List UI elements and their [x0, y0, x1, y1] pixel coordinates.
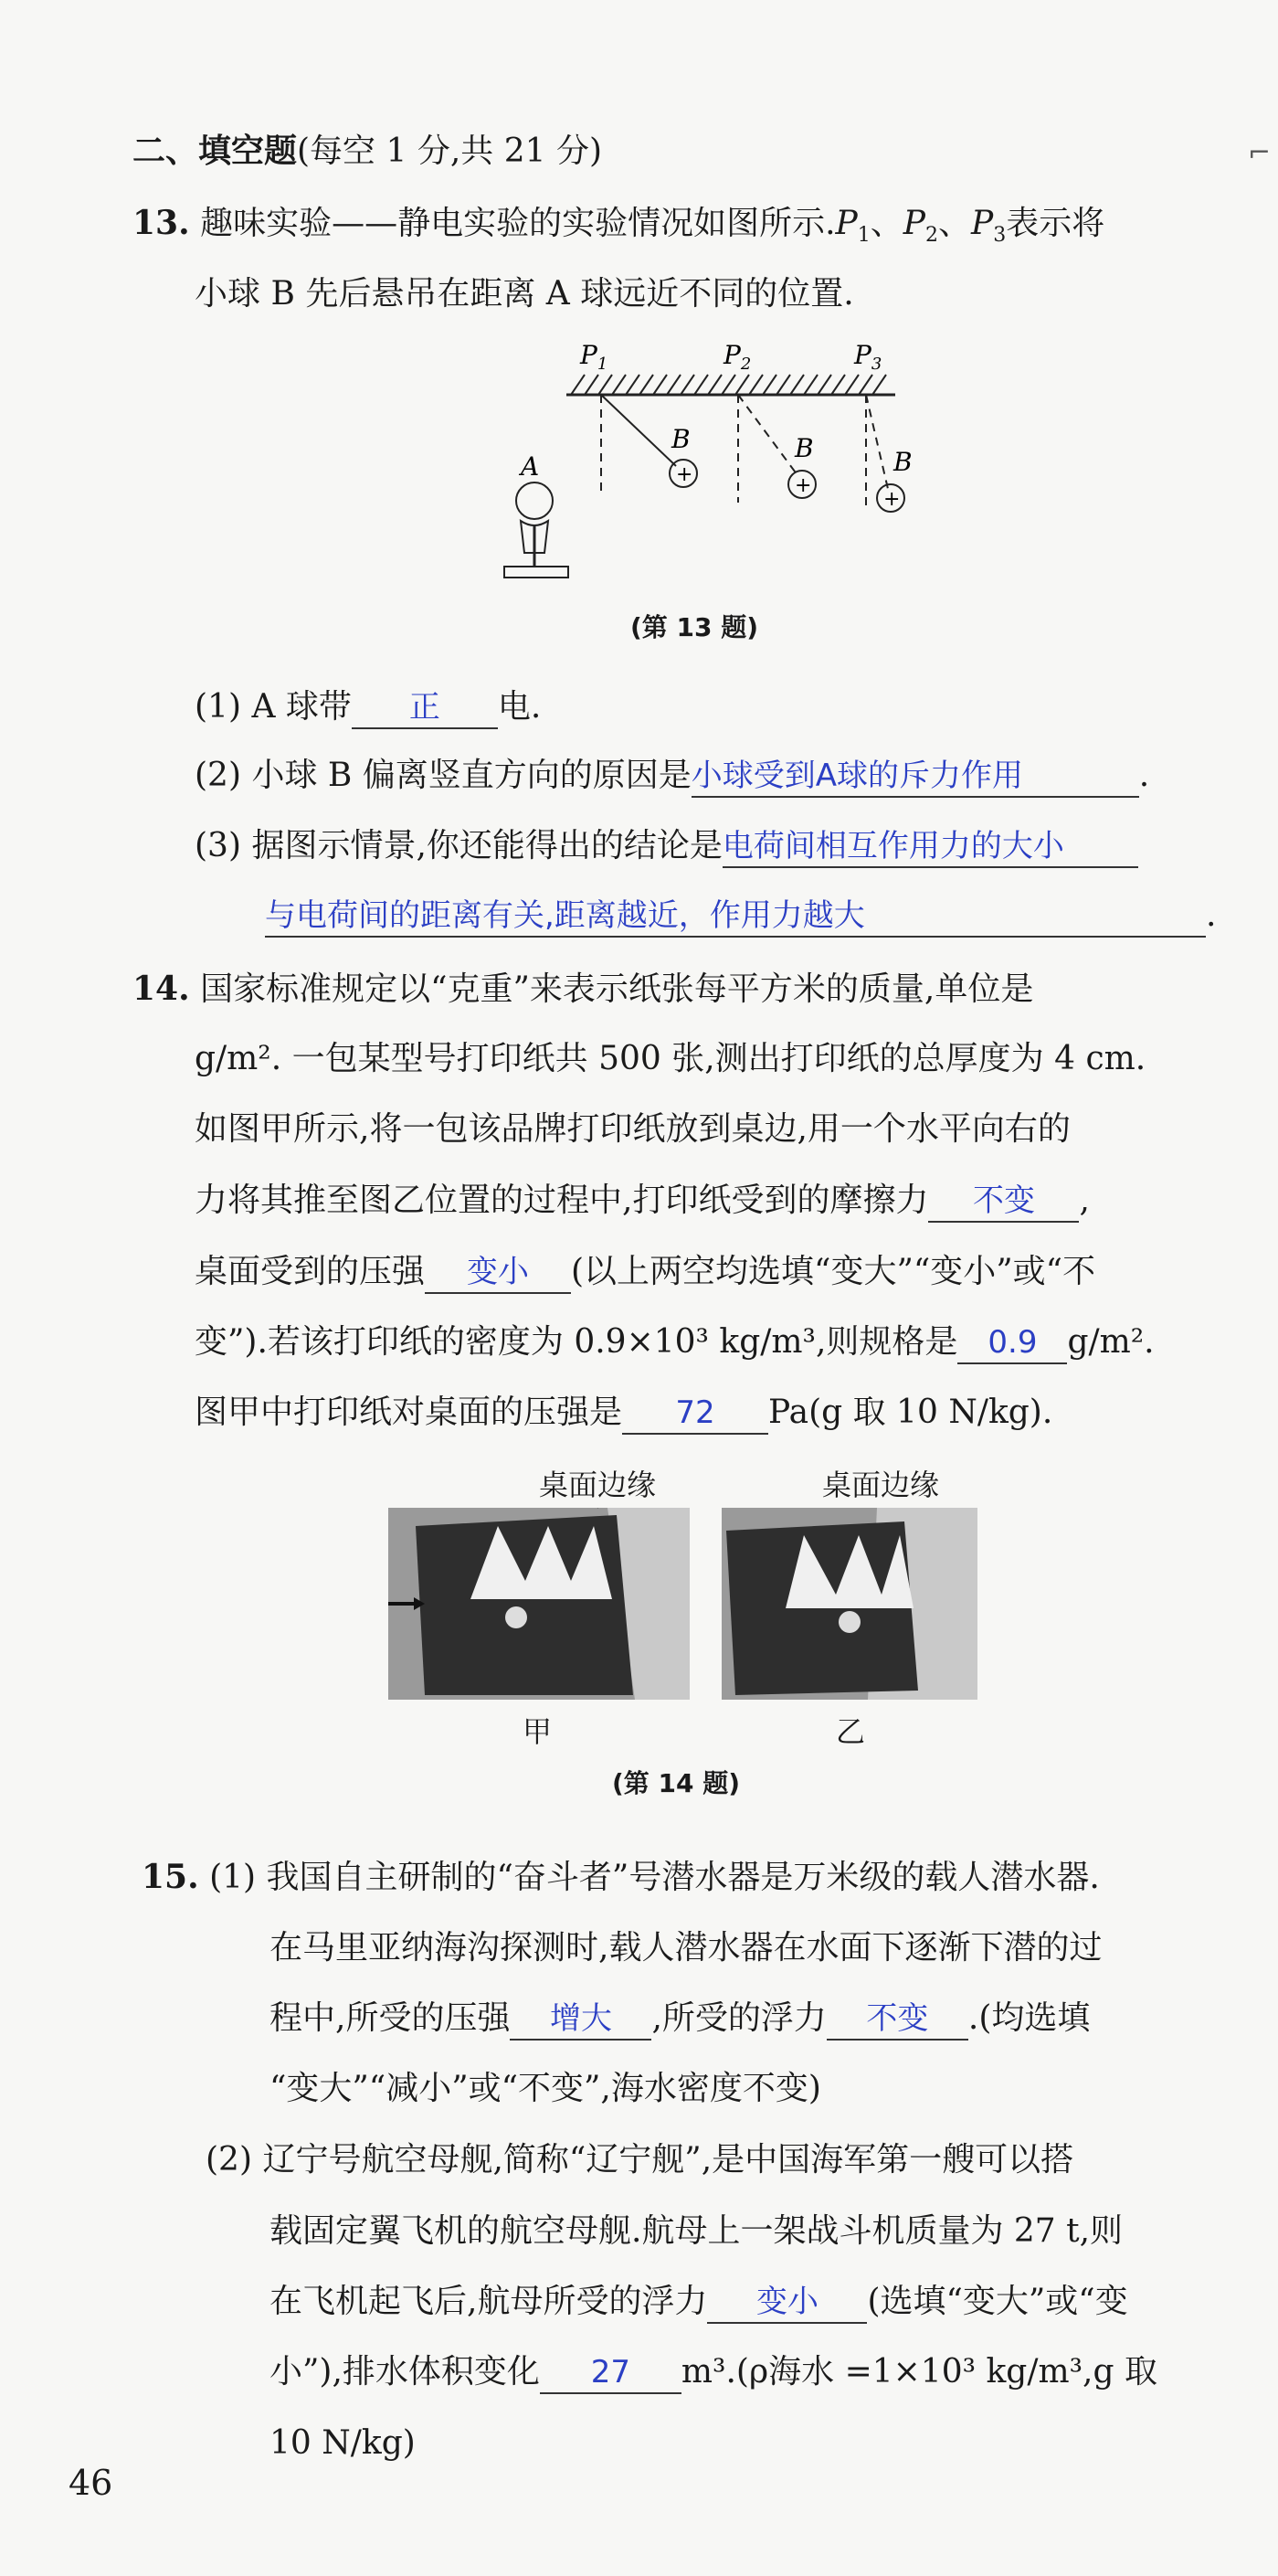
- q14-line4: 力将其推至图乙位置的过程中,打印纸受到的摩擦力 不变 ,: [195, 1179, 1090, 1223]
- label-yi: 乙: [836, 1714, 866, 1749]
- q15-number: 15.: [142, 1858, 199, 1896]
- photo-yi: [722, 1508, 977, 1700]
- q13-line1: 13. 趣味实验——静电实验的实验情况如图所示$.P_1$、$P_2$、$P_3$表示将: [132, 204, 1105, 248]
- q14-line7: 图甲中打印纸对桌面的压强是 72 Pa(g 取 10 N/kg).: [195, 1391, 1052, 1435]
- photo-jia: [388, 1508, 690, 1700]
- q14-line5: 桌面受到的压强 变小 (以上两空均选填“变大”“变小”或“不: [195, 1250, 1095, 1294]
- q14-line3: 如图甲所示,将一包该品牌打印纸放到桌边,用一个水平向右的: [195, 1110, 1071, 1148]
- q14-caption: (第 14 题): [612, 1768, 741, 1798]
- q13-sub3-cont: 与电荷间的距离有关,距离越近，作用力越大 .: [265, 894, 1216, 938]
- svg-text:B: B: [795, 433, 814, 463]
- q13-number: 13.: [132, 204, 190, 242]
- page-number: 46: [69, 2463, 113, 2503]
- q15-answer-2: 不变: [866, 2000, 929, 2037]
- stand-base: [504, 567, 568, 578]
- ceiling-hatch: [571, 375, 886, 395]
- ball-a: [516, 482, 553, 519]
- q13-answer-1: 正: [408, 689, 440, 726]
- q15-line6: 载固定翼飞机的航空母舰.航母上一架战斗机质量为 27 t,则: [269, 2212, 1124, 2250]
- q13-answer-3b: 与电荷间的距离有关,距离越近，作用力越大: [265, 897, 865, 934]
- q15-line3: 程中,所受的压强 增大 ,所受的浮力 不变 .(均选填: [269, 1997, 1090, 2041]
- q13-sub3: (3) 据图示情景,你还能得出的结论是电荷间相互作用力的大小: [195, 824, 1138, 868]
- q15-answer-3: 变小: [755, 2284, 819, 2320]
- q13-caption: (第 13 题): [630, 612, 759, 642]
- svg-text:+: +: [676, 463, 693, 486]
- svg-text:+: +: [795, 474, 812, 497]
- section-note: (每空 1 分,共 21 分): [297, 133, 603, 170]
- q15-line5: (2) 辽宁号航空母舰,简称“辽宁舰”,是中国海军第一艘可以搭: [206, 2141, 1074, 2178]
- q13-answer-2: 小球受到A球的斥力作用: [691, 758, 1024, 794]
- section-title-text: 二、填空题: [132, 133, 298, 170]
- q14-answer-2: 变小: [467, 1254, 530, 1290]
- section-title: [132, 130, 602, 174]
- edge-label-2: 桌面边缘: [822, 1468, 940, 1502]
- svg-text:B: B: [893, 447, 913, 477]
- q13-line2: 小球 B 先后悬吊在距离 A 球远近不同的位置.: [195, 275, 854, 313]
- q14-answer-3: 0.9: [988, 1324, 1038, 1361]
- edge-label-1: 桌面边缘: [539, 1468, 657, 1502]
- q14-line1: 14. 国家标准规定以“克重”来表示纸张每平方米的质量,单位是: [132, 970, 1034, 1008]
- margin-mark: ⌐: [1247, 137, 1271, 169]
- q14-line2: g/m². 一包某型号打印纸共 500 张,测出打印纸的总厚度为 4 cm.: [195, 1040, 1146, 1077]
- q14-number: 14.: [132, 970, 190, 1008]
- q14-answer-1: 不变: [972, 1182, 1035, 1219]
- label-jia: 甲: [523, 1714, 553, 1749]
- q14-line6: 变”).若该打印纸的密度为 0.9×10³ kg/m³,则规格是 0.9 g/m².: [195, 1320, 1155, 1364]
- q13-sub1: (1) A 球带 正 电.: [195, 685, 541, 729]
- q15-line4: “变大”“减小”或“不变”,海水密度不变): [269, 2070, 821, 2107]
- svg-text:+: +: [883, 488, 901, 511]
- label-p2: $P_2$: [723, 340, 752, 374]
- q15-line7: 在飞机起飞后,航母所受的浮力 变小 (选填“变大”或“变: [269, 2280, 1128, 2324]
- q15-line8: 小”),排水体积变化 27 m³.(ρ海水 =1×10³ kg/m³,g 取: [269, 2350, 1157, 2394]
- q15-line1: 15. (1) 我国自主研制的“奋斗者”号潜水器是万米级的载人潜水器.: [142, 1858, 1100, 1896]
- label-p1: $P_1$: [580, 340, 608, 374]
- q13-figure: [484, 338, 923, 612]
- q14-answer-4: 72: [675, 1394, 715, 1431]
- q13-sub2: (2) 小球 B 偏离竖直方向的原因是小球受到A球的斥力作用 .: [195, 754, 1149, 798]
- label-a: A: [521, 451, 540, 482]
- q15-line9: 10 N/kg): [269, 2424, 416, 2462]
- q15-answer-1: 增大: [549, 2000, 612, 2037]
- q15-answer-4: 27: [590, 2354, 631, 2390]
- svg-text:B: B: [671, 424, 691, 454]
- label-p3: $P_3$: [854, 340, 882, 374]
- q13-answer-3a: 电荷间相互作用力的大小: [722, 828, 1064, 864]
- q15-line2: 在马里亚纳海沟探测时,载人潜水器在水面下逐渐下潜的过: [269, 1929, 1103, 1966]
